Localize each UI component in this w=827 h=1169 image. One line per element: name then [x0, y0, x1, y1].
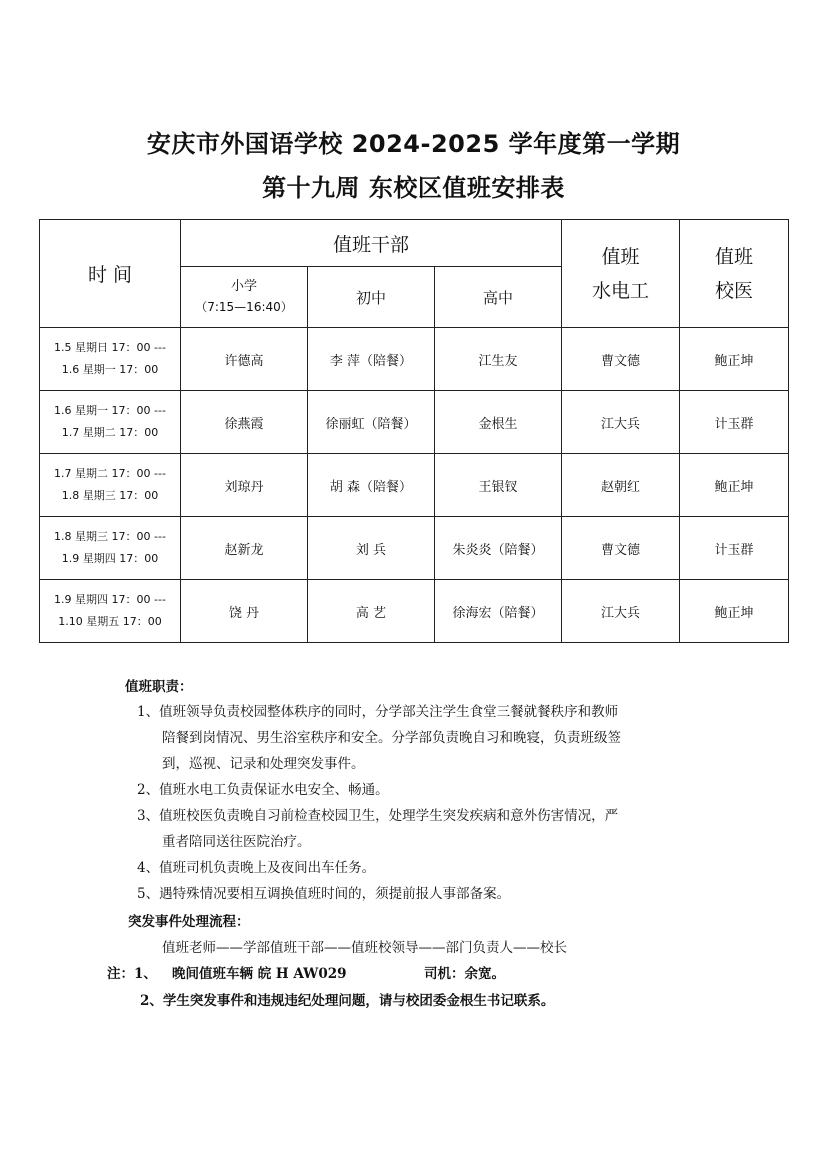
time-start: 1.9 星期四 17：00 ---: [54, 593, 166, 606]
header-high: 高中: [435, 267, 562, 328]
time-end: 1.7 星期二 17：00: [61, 426, 159, 439]
high-cell: 金根生: [435, 391, 562, 454]
duty-item-2: 2、值班水电工负责保证水电安全、畅通。: [137, 782, 389, 798]
doctor-cell: 鲍正坤: [680, 328, 789, 391]
primary-cell: 刘琼丹: [181, 454, 308, 517]
time-start: 1.8 星期三 17：00 ---: [54, 530, 166, 543]
middle-cell: 刘 兵: [308, 517, 435, 580]
primary-cell: 徐燕霞: [181, 391, 308, 454]
flow-heading: 突发事件处理流程：: [128, 914, 250, 930]
header-doctor-line2: 校医: [714, 279, 753, 302]
note-1-driver: 司机：余宽。: [424, 966, 505, 982]
doctor-cell: 计玉群: [680, 391, 789, 454]
header-row: [40, 220, 789, 267]
electrician-cell: 江大兵: [562, 391, 680, 454]
header-doctor: [680, 220, 789, 328]
header-middle: 初中: [308, 267, 435, 328]
time-end: 1.10 星期五 17：00: [58, 615, 162, 628]
note-1-car: 晚间值班车辆 皖 H AW029: [172, 966, 347, 982]
header-primary: [181, 267, 308, 328]
note-2: 2、学生突发事件和违规违纪处理问题，请与校团委金根生书记联系。: [140, 993, 555, 1009]
duty-item-3-line1: 3、值班校医负责晚自习前检查校园卫生，处理学生突发疾病和意外伤害情况，严: [137, 808, 619, 824]
header-electrician: [562, 220, 680, 328]
high-cell: 江生友: [435, 328, 562, 391]
middle-cell: 李 萍（陪餐）: [308, 328, 435, 391]
electrician-cell: 曹文德: [562, 328, 680, 391]
middle-cell: 徐丽虹（陪餐）: [308, 391, 435, 454]
header-time: 时 间: [40, 220, 181, 328]
table-row: [40, 391, 789, 454]
duty-item-1-line3: 到，巡视、记录和处理突发事件。: [162, 756, 365, 772]
page-subtitle: 第十九周 东校区值班安排表: [262, 174, 565, 202]
header-primary-hours: （7:15—16:40）: [195, 300, 293, 314]
header-duty-cadre: 值班干部: [181, 220, 562, 267]
table-row: [40, 454, 789, 517]
header-electrician-line2: 水电工: [591, 279, 649, 302]
time-cell: [40, 580, 181, 643]
header-primary-label: 小学: [230, 279, 257, 294]
primary-cell: 许德高: [181, 328, 308, 391]
table-row: [40, 328, 789, 391]
time-start: 1.6 星期一 17：00 ---: [54, 404, 166, 417]
high-cell: 王银钗: [435, 454, 562, 517]
duty-item-5: 5、遇特殊情况要相互调换值班时间的，须提前报人事部备案。: [137, 886, 511, 902]
primary-cell: 饶 丹: [181, 580, 308, 643]
time-cell: [40, 454, 181, 517]
middle-cell: 高 艺: [308, 580, 435, 643]
duties-heading: 值班职责：: [125, 679, 193, 695]
duty-item-4: 4、值班司机负责晚上及夜间出车任务。: [137, 860, 376, 876]
doctor-cell: 鲍正坤: [680, 454, 789, 517]
time-start: 1.5 星期日 17：00 ---: [54, 341, 166, 354]
time-start: 1.7 星期二 17：00 ---: [54, 467, 166, 480]
electrician-cell: 赵朝红: [562, 454, 680, 517]
duty-item-1-line1: 1、值班领导负责校园整体秩序的同时，分学部关注学生食堂三餐就餐秩序和教师: [137, 704, 619, 720]
flow-chain: 值班老师——学部值班干部——值班校领导——部门负责人——校长: [162, 940, 567, 956]
note-1-prefix: 注：1、: [107, 966, 157, 982]
header-doctor-line1: 值班: [714, 245, 753, 268]
duty-schedule-table: [39, 219, 789, 643]
table-row: [40, 517, 789, 580]
time-end: 1.8 星期三 17：00: [61, 489, 159, 502]
primary-cell: 赵新龙: [181, 517, 308, 580]
high-cell: 朱炎炎（陪餐）: [435, 517, 562, 580]
time-end: 1.9 星期四 17：00: [61, 552, 159, 565]
high-cell: 徐海宏（陪餐）: [435, 580, 562, 643]
page-title: 安庆市外国语学校 2024-2025 学年度第一学期: [146, 130, 681, 158]
table-row: [40, 580, 789, 643]
time-cell: [40, 391, 181, 454]
middle-cell: 胡 森（陪餐）: [308, 454, 435, 517]
header-electrician-line1: 值班: [601, 245, 640, 268]
duty-item-1-line2: 陪餐到岗情况、男生浴室秩序和安全。分学部负责晚自习和晚寝，负责班级签: [162, 730, 621, 746]
electrician-cell: 曹文德: [562, 517, 680, 580]
doctor-cell: 计玉群: [680, 517, 789, 580]
time-cell: [40, 517, 181, 580]
doctor-cell: 鲍正坤: [680, 580, 789, 643]
time-end: 1.6 星期一 17：00: [61, 363, 159, 376]
electrician-cell: 江大兵: [562, 580, 680, 643]
time-cell: [40, 328, 181, 391]
duty-item-3-line2: 重者陪同送往医院治疗。: [162, 834, 311, 850]
